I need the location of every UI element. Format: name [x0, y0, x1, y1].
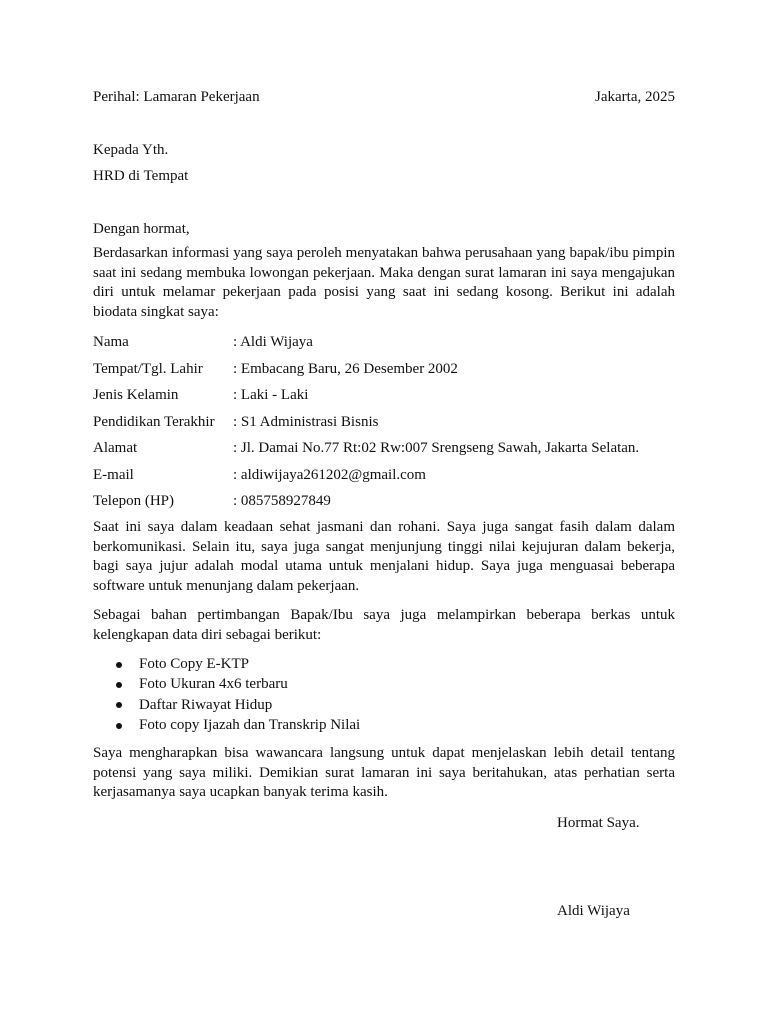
biodata-value: : S1 Administrasi Bisnis [233, 414, 379, 430]
bullet-icon [116, 723, 122, 729]
biodata-value: : Jl. Damai No.77 Rt:02 Rw:007 Srengseng Sawah, Jakarta Selatan. [233, 440, 640, 456]
biodata-label: Telepon (HP) [93, 493, 175, 509]
biodata-label: Alamat [93, 440, 138, 456]
attachment-label: Foto copy Ijazah dan Transkrip Nilai [139, 717, 361, 734]
biodata-value: : aldiwijaya261202@gmail.com [233, 467, 426, 483]
signature-name: Aldi Wijaya [557, 903, 630, 919]
biodata-label: Tempat/Tgl. Lahir [93, 361, 203, 377]
recipient-line-2: HRD di Tempat [93, 168, 189, 184]
biodata-value: : Laki - Laki [233, 387, 309, 403]
attachment-item [93, 674, 675, 694]
bullet-icon [116, 682, 122, 688]
biodata-value: : Embacang Baru, 26 Desember 2002 [233, 361, 458, 377]
biodata-row [93, 492, 675, 510]
recipient-line-1: Kepada Yth. [93, 142, 169, 158]
biodata-value: : Aldi Wijaya [233, 334, 313, 350]
letter-place-date: Jakarta, 2025 [595, 89, 675, 105]
attachment-item [93, 715, 675, 735]
biodata-label: Nama [93, 334, 129, 350]
biodata-label: Jenis Kelamin [93, 387, 179, 403]
biodata-row [93, 333, 675, 351]
attachment-label: Foto Copy E-KTP [139, 656, 250, 672]
biodata-row [93, 386, 675, 404]
biodata-row [93, 413, 675, 431]
intro-paragraph: Berdasarkan informasi yang saya peroleh menyatakan bahwa perusahaan yang bapak/ibu pimpin saat ini sedang membuka lowongan pekerjaan. Maka dengan surat lamaran ini saya mengajukan diri untuk melamar pekerjaan pada posisi yang saat ini sedang kosong. Berikut ini adalah biodata singkat saya: [93, 245, 675, 320]
letter-header [93, 88, 675, 106]
biodata-value: : 085758927849 [233, 493, 331, 509]
biodata-label: Pendidikan Terakhir [93, 414, 215, 430]
attachment-label: Foto Ukuran 4x6 terbaru [139, 676, 288, 693]
attachment-item [93, 695, 675, 715]
body-paragraph-2: Sebagai bahan pertimbangan Bapak/Ibu saya juga melampirkan beberapa berkas untuk kelengkapan data diri sebagai berikut: [93, 607, 675, 643]
biodata-row [93, 466, 675, 484]
biodata-label: E-mail [93, 467, 134, 483]
attachment-label: Daftar Riwayat Hidup [139, 696, 273, 713]
bullet-icon [116, 662, 122, 668]
biodata-row [93, 360, 675, 378]
attachment-list [93, 654, 675, 736]
closing-paragraph: Saya mengharapkan bisa wawancara langsung untuk dapat menjelaskan lebih detail tentang potensi yang saya miliki. Demikian surat lamaran ini saya beritahukan, atas perhatian serta kerjasamanya saya ucapkan banyak terima kasih. [93, 745, 675, 801]
biodata-row [93, 439, 675, 457]
salutation: Hormat Saya. [557, 815, 640, 831]
bullet-icon [116, 702, 122, 708]
letter-page [93, 0, 675, 1024]
letter-subject: Perihal: Lamaran Pekerjaan [93, 89, 260, 105]
body-paragraph-1: Saat ini saya dalam keadaan sehat jasmani dan rohani. Saya juga sangat fasih dalam dalam berkomunikasi. Selain itu, saya juga sangat menjunjung tinggi nilai kejujuran dalam bekerja, bagi saya jujur adalah modal utama untuk menjalani hidup. Saya juga menguasai beberapa software untuk menunjang dalam pekerjaan. [93, 519, 675, 594]
greeting: Dengan hormat, [93, 221, 190, 237]
attachment-item [93, 654, 675, 674]
